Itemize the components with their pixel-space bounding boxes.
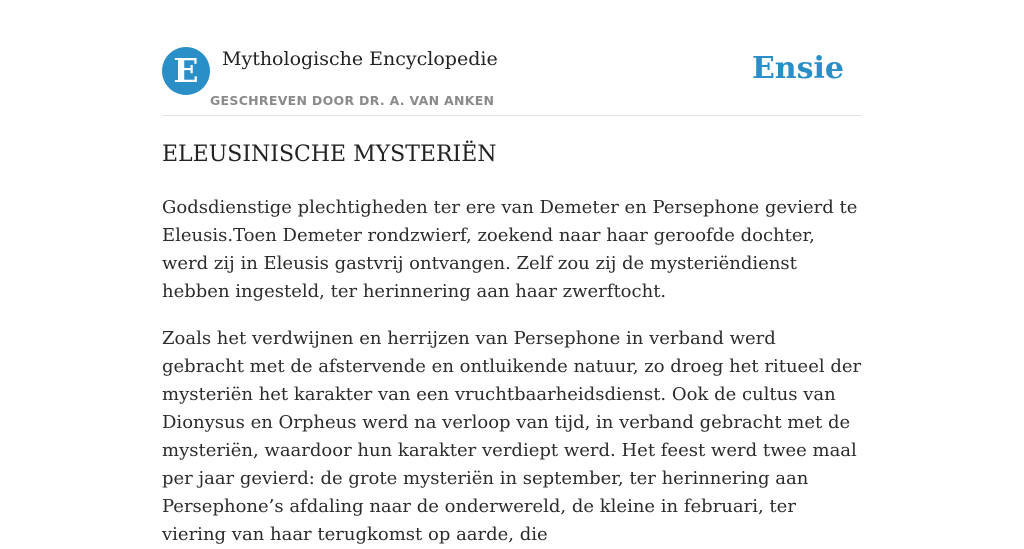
publication-logo-icon[interactable]: E (162, 47, 210, 95)
article-headword: ELEUSINISCHE MYSTERIËN (162, 142, 497, 167)
header (162, 46, 862, 116)
article-paragraph: Godsdienstige plechtigheden ter ere van Demeter en Persephone gevierd te Eleusis.Toen Demeter rondzwierf, zoekend naar haar geroofde dochter, werd zij in Eleusis gastvrij ontvangen. Zelf zou zij de mysteriëndienst hebben ingesteld, ter herinnering aan haar zwerftocht. (162, 197, 858, 302)
publication-title[interactable]: Mythologische Encyclopedie (222, 48, 498, 70)
article-paragraph: Zoals het verdwijnen en herrijzen van Persephone in verband werd gebracht met de afstervende en ontluikende natuur, zo droeg het ritueel der mysteriën het karakter van een vruchtbaarheidsdienst. Ook de cultus van Dionysus en Orpheus werd na verloop van tijd, in verband gebracht met de mysteriën, waardoor hun karakter verdiept werd. Het feest werd twee maal per jaar gevierd: de grote mysteriën in september, ter herinnering aan Persephone’s afdaling naar de onderwereld, de kleine in februari, ter viering van haar terugkomst op aarde, die (162, 328, 862, 545)
brand-logo-link[interactable]: Ensie (751, 51, 844, 86)
article (162, 136, 862, 549)
author-byline: GESCHREVEN DOOR DR. A. VAN ANKEN (210, 93, 495, 108)
